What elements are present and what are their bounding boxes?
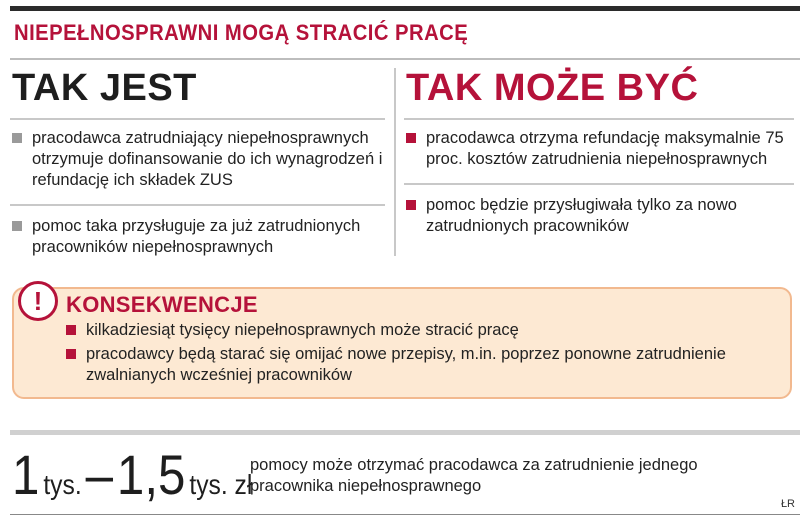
square-bullet-icon	[406, 133, 416, 143]
item-text: pracodawca zatrudniający niepełnosprawnych otrzymuje dofinansowanie do ich wynagrodzeń i refundację ich składek ZUS	[32, 129, 383, 189]
item-text: pracodawcy będą starać się omijać nowe przepisy, m.in. poprzez ponowne zatrudnienie zwalnianych wcześniej pracowników	[86, 345, 726, 384]
square-bullet-icon	[12, 221, 22, 231]
list-left	[10, 128, 385, 258]
consequences-list	[64, 320, 784, 389]
square-bullet-icon	[66, 325, 76, 335]
column-title-right: TAK MOŻE BYĆ	[406, 67, 699, 109]
headline: NIEPEŁNOSPRAWNI MOGĄ STRACIĆ PRACĘ	[14, 20, 469, 45]
square-bullet-icon	[406, 200, 416, 210]
column-tak-moze-byc	[404, 66, 794, 250]
list-item	[10, 216, 385, 258]
column-divider	[394, 68, 396, 256]
item-text: pomoc będzie przysługiwała tylko za nowo zatrudnionych pracowników	[426, 196, 737, 235]
column-rule-left	[10, 118, 385, 120]
item-separator	[404, 183, 794, 185]
highlight-amount	[12, 440, 252, 520]
headline-rule	[10, 58, 800, 60]
amount-from: 1	[12, 443, 40, 506]
item-text: pomoc taka przysługuje za już zatrudnionych pracowników niepełnosprawnych	[32, 217, 361, 256]
exclamation-icon: !	[18, 281, 58, 321]
footer-rule	[10, 514, 800, 515]
highlight-description: pomocy może otrzymać pracodawca za zatrudnienie jednego pracownika niepełnosprawnego	[250, 456, 698, 495]
author-credit: ŁR	[780, 498, 795, 510]
column-title-left: TAK JEST	[12, 67, 197, 109]
item-text: kilkadziesiąt tysięcy niepełnosprawnych może stracić pracę	[86, 321, 519, 339]
list-right	[404, 128, 794, 237]
consequences-title: KONSEKWENCJE	[66, 292, 258, 317]
list-item	[10, 128, 385, 191]
list-item	[404, 195, 794, 237]
amount-from-unit: tys.	[43, 469, 82, 500]
list-item	[64, 344, 784, 386]
bottom-rule	[10, 430, 800, 435]
list-item	[64, 320, 784, 341]
amount-to-unit: tys. zł	[189, 469, 253, 500]
amount-dash: –	[85, 443, 114, 506]
amount-to: 1,5	[116, 443, 186, 506]
column-tak-jest	[10, 66, 385, 271]
item-text: pracodawca otrzyma refundację maksymalnie 75 proc. kosztów zatrudnienia niepełnosprawnych	[426, 129, 784, 168]
list-item	[404, 128, 794, 170]
square-bullet-icon	[12, 133, 22, 143]
consequences-box	[12, 287, 792, 399]
square-bullet-icon	[66, 349, 76, 359]
column-rule-right	[404, 118, 794, 120]
top-rule	[10, 6, 800, 11]
item-separator	[10, 204, 385, 206]
